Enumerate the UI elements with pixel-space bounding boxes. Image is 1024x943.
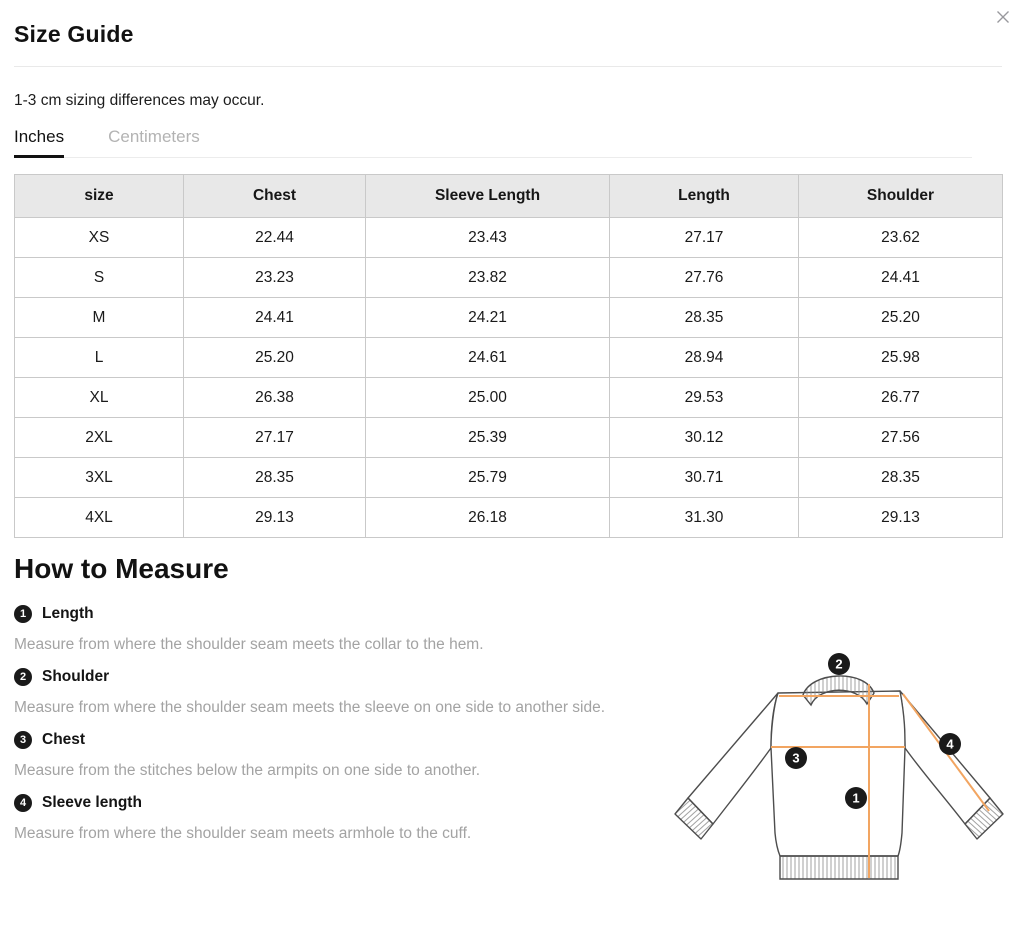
table-cell: 22.44	[184, 218, 366, 258]
table-header-row	[15, 175, 1003, 218]
tab-centimeters[interactable]: Centimeters	[108, 127, 200, 146]
table-cell: 25.39	[366, 418, 610, 458]
table-cell: 24.41	[184, 298, 366, 338]
measure-label-row	[14, 668, 674, 686]
table-cell: 4XL	[15, 498, 184, 538]
column-header-length: Length	[610, 175, 799, 218]
table-cell: 3XL	[15, 458, 184, 498]
unit-tabs	[14, 127, 972, 158]
table-cell: L	[15, 338, 184, 378]
measure-description: Measure from where the shoulder seam meets the sleeve on one side to another side.	[14, 699, 606, 716]
table-row	[15, 258, 1003, 298]
close-icon	[996, 10, 1010, 24]
table-cell: 25.20	[799, 298, 1003, 338]
table-cell: 25.00	[366, 378, 610, 418]
table-row	[15, 338, 1003, 378]
step-number-badge: 3	[14, 731, 32, 749]
table-cell: XS	[15, 218, 184, 258]
sizing-note: 1-3 cm sizing differences may occur.	[14, 92, 265, 109]
measure-description: Measure from where the shoulder seam meets armhole to the cuff.	[14, 825, 472, 842]
measure-item	[14, 605, 674, 654]
size-table	[14, 174, 1003, 538]
table-cell: 28.35	[610, 298, 799, 338]
close-button[interactable]	[994, 8, 1012, 26]
step-number-badge: 1	[14, 605, 32, 623]
svg-text:3: 3	[792, 750, 800, 766]
column-header-shoulder: Shoulder	[799, 175, 1003, 218]
measure-item	[14, 731, 674, 780]
table-cell: XL	[15, 378, 184, 418]
column-header-sleeve-length: Sleeve Length	[366, 175, 610, 218]
table-cell: 30.71	[610, 458, 799, 498]
svg-text:4: 4	[946, 736, 954, 752]
sweater-body	[771, 691, 905, 856]
table-cell: 27.17	[610, 218, 799, 258]
table-cell: 26.18	[366, 498, 610, 538]
left-sleeve	[688, 693, 778, 824]
measure-label: Chest	[42, 731, 86, 748]
diagram-badge-shoulder	[828, 653, 850, 675]
measure-description: Measure from where the shoulder seam meets the collar to the hem.	[14, 636, 484, 653]
step-number-badge: 4	[14, 794, 32, 812]
measure-description: Measure from the stitches below the armpits on one side to another.	[14, 762, 481, 779]
table-row	[15, 458, 1003, 498]
table-cell: 23.82	[366, 258, 610, 298]
table-cell: 2XL	[15, 418, 184, 458]
measure-label-row	[14, 731, 674, 749]
table-cell: 29.53	[610, 378, 799, 418]
table-row	[15, 498, 1003, 538]
table-row	[15, 378, 1003, 418]
table-cell: 23.62	[799, 218, 1003, 258]
column-header-chest: Chest	[184, 175, 366, 218]
right-sleeve	[900, 691, 990, 824]
hem-band	[780, 856, 898, 879]
measure-label: Sleeve length	[42, 794, 142, 811]
table-cell: 27.56	[799, 418, 1003, 458]
column-header-size: size	[15, 175, 184, 218]
table-cell: 25.20	[184, 338, 366, 378]
measure-label: Shoulder	[42, 668, 110, 685]
table-cell: M	[15, 298, 184, 338]
measure-label-row	[14, 794, 674, 812]
page-title: Size Guide	[14, 21, 134, 47]
table-cell: 24.41	[799, 258, 1003, 298]
header-divider	[14, 66, 1002, 67]
table-cell: 31.30	[610, 498, 799, 538]
table-cell: 26.38	[184, 378, 366, 418]
svg-text:1: 1	[852, 790, 860, 806]
table-cell: 23.23	[184, 258, 366, 298]
sweater-measurement-diagram	[653, 648, 1015, 896]
table-cell: 29.13	[184, 498, 366, 538]
table-cell: 28.94	[610, 338, 799, 378]
diagram-badge-chest	[785, 747, 807, 769]
diagram-badge-length	[845, 787, 867, 809]
table-cell: 26.77	[799, 378, 1003, 418]
table-cell: 24.61	[366, 338, 610, 378]
table-cell: 23.43	[366, 218, 610, 258]
table-row	[15, 418, 1003, 458]
table-cell: 30.12	[610, 418, 799, 458]
table-row	[15, 298, 1003, 338]
table-cell: 27.76	[610, 258, 799, 298]
table-row	[15, 218, 1003, 258]
table-cell: S	[15, 258, 184, 298]
table-cell: 29.13	[799, 498, 1003, 538]
table-cell: 25.79	[366, 458, 610, 498]
measure-item	[14, 668, 674, 717]
tab-inches[interactable]: Inches	[14, 127, 64, 158]
measure-label-row	[14, 605, 674, 623]
diagram-badge-sleeve	[939, 733, 961, 755]
how-to-measure-title: How to Measure	[14, 553, 229, 584]
measure-list	[14, 605, 674, 843]
table-cell: 28.35	[799, 458, 1003, 498]
table-cell: 24.21	[366, 298, 610, 338]
measure-item	[14, 794, 674, 843]
table-cell: 28.35	[184, 458, 366, 498]
table-cell: 25.98	[799, 338, 1003, 378]
svg-text:2: 2	[835, 656, 843, 672]
step-number-badge: 2	[14, 668, 32, 686]
measure-label: Length	[42, 605, 94, 622]
table-cell: 27.17	[184, 418, 366, 458]
